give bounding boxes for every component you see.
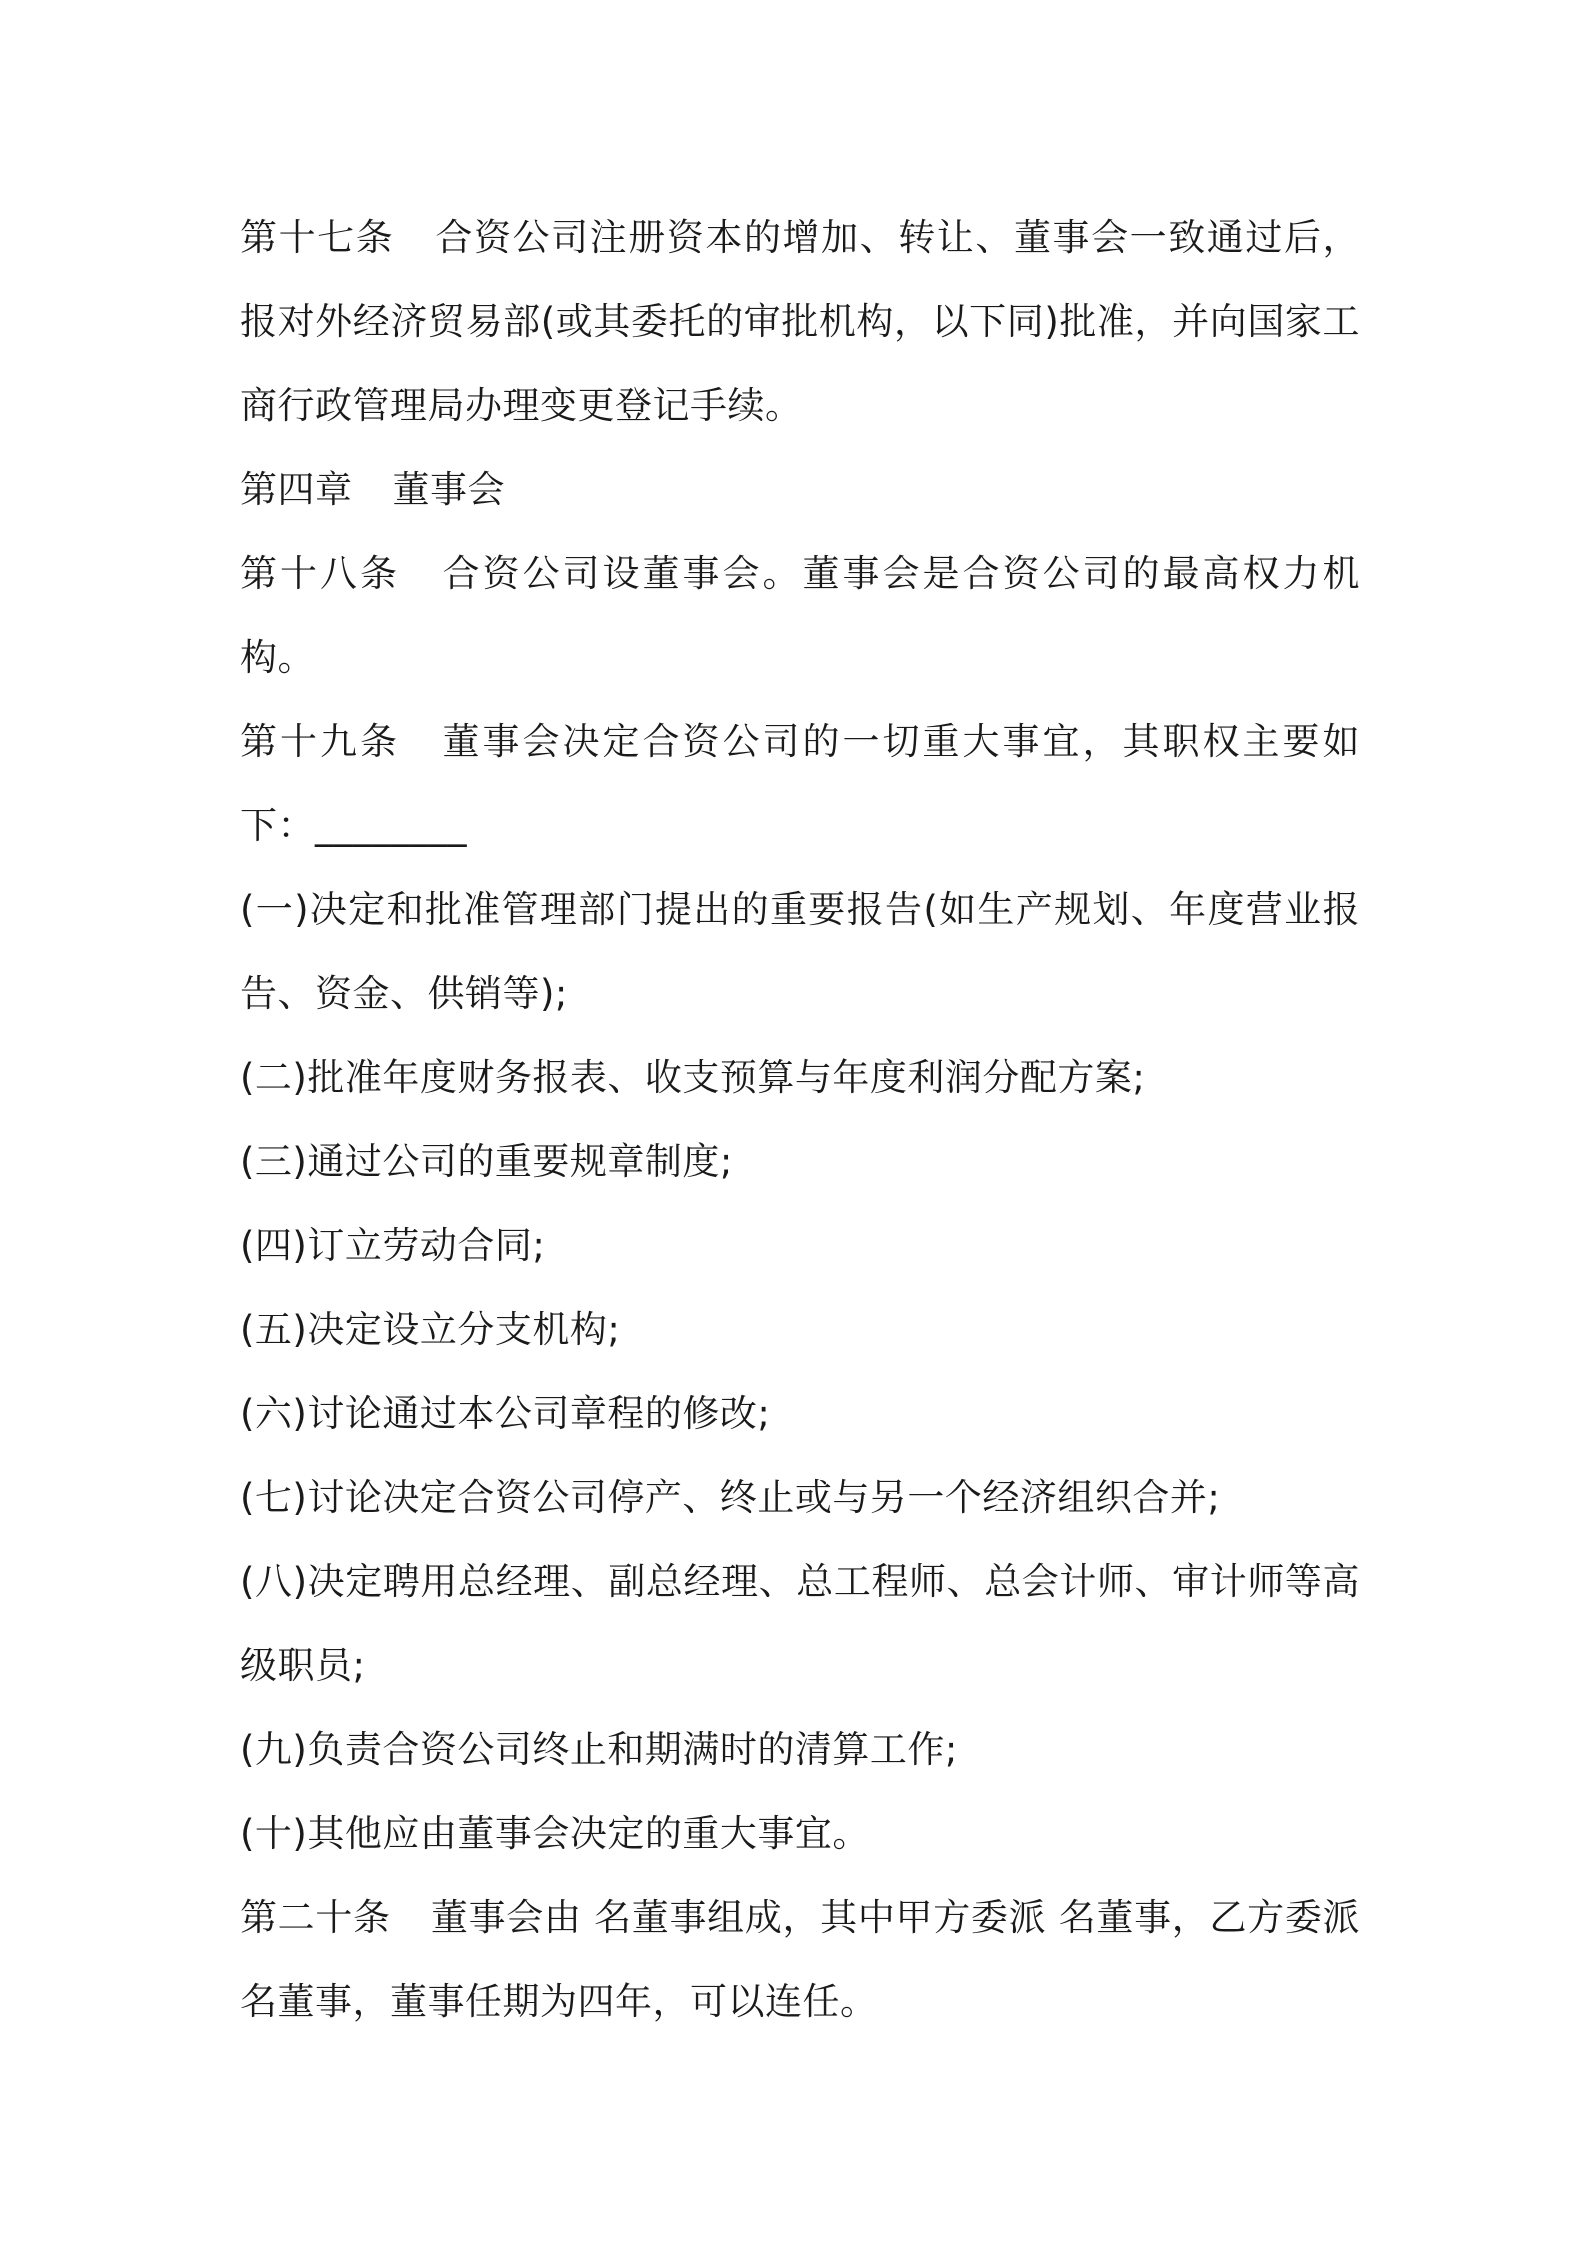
article-heading: 第十七条 xyxy=(240,216,395,259)
article-heading: 第十九条 xyxy=(240,720,400,763)
list-item-text: (二)批准年度财务报表、收支预算与年度利润分配方案; xyxy=(240,1056,1146,1099)
list-item-6 xyxy=(240,1372,1360,1456)
document-body xyxy=(240,196,1360,2044)
chapter-heading: 第四章 xyxy=(240,468,353,511)
article-19 xyxy=(240,700,1360,868)
list-item-text: (三)通过公司的重要规章制度; xyxy=(240,1140,733,1183)
chapter-text: 董事会 xyxy=(392,468,505,511)
list-item-text: (九)负责合资公司终止和期满时的清算工作; xyxy=(240,1728,958,1771)
article-text: 合资公司设董事会。董事会是合资公司的最高权力机构。 xyxy=(240,552,1360,679)
list-item-text: (一)决定和批准管理部门提出的重要报告(如生产规划、年度营业报告、资金、供销等); xyxy=(240,888,1360,1015)
list-item-text: (五)决定设立分支机构; xyxy=(240,1308,621,1351)
list-item-4 xyxy=(240,1204,1360,1288)
list-item-5 xyxy=(240,1288,1360,1372)
list-item-text: (四)订立劳动合同; xyxy=(240,1224,546,1267)
article-heading: 第二十条 xyxy=(240,1896,391,1939)
article-text: 合资公司注册资本的增加、转让、董事会一致通过后，报对外经济贸易部(或其委托的审批机构，以下同)批准，并向国家工商行政管理局办理变更登记手续。 xyxy=(240,216,1361,427)
article-20 xyxy=(240,1876,1360,2044)
list-item-text: (六)讨论通过本公司章程的修改; xyxy=(240,1392,771,1435)
list-item-text: (十)其他应由董事会决定的重大事宜。 xyxy=(240,1812,870,1855)
list-item-text: (七)讨论决定合资公司停产、终止或与另一个经济组织合并; xyxy=(240,1476,1221,1519)
list-item-text: (八)决定聘用总经理、副总经理、总工程师、总会计师、审计师等高级职员; xyxy=(240,1560,1360,1687)
list-item-10 xyxy=(240,1792,1360,1876)
article-18 xyxy=(240,532,1360,700)
list-item-2 xyxy=(240,1036,1360,1120)
chapter-4-title xyxy=(240,448,1360,532)
list-item-3 xyxy=(240,1120,1360,1204)
list-item-8 xyxy=(240,1540,1360,1708)
article-heading: 第十八条 xyxy=(240,552,400,595)
list-item-1 xyxy=(240,868,1360,1036)
list-item-7 xyxy=(240,1456,1360,1540)
article-text: 董事会决定合资公司的一切重大事宜，其职权主要如下：________ xyxy=(240,720,1360,847)
article-17 xyxy=(240,196,1360,448)
article-text: 董事会由 名董事组成，其中甲方委派 名董事，乙方委派 名董事，董事任期为四年，可以连任。 xyxy=(240,1896,1360,2023)
list-item-9 xyxy=(240,1708,1360,1792)
